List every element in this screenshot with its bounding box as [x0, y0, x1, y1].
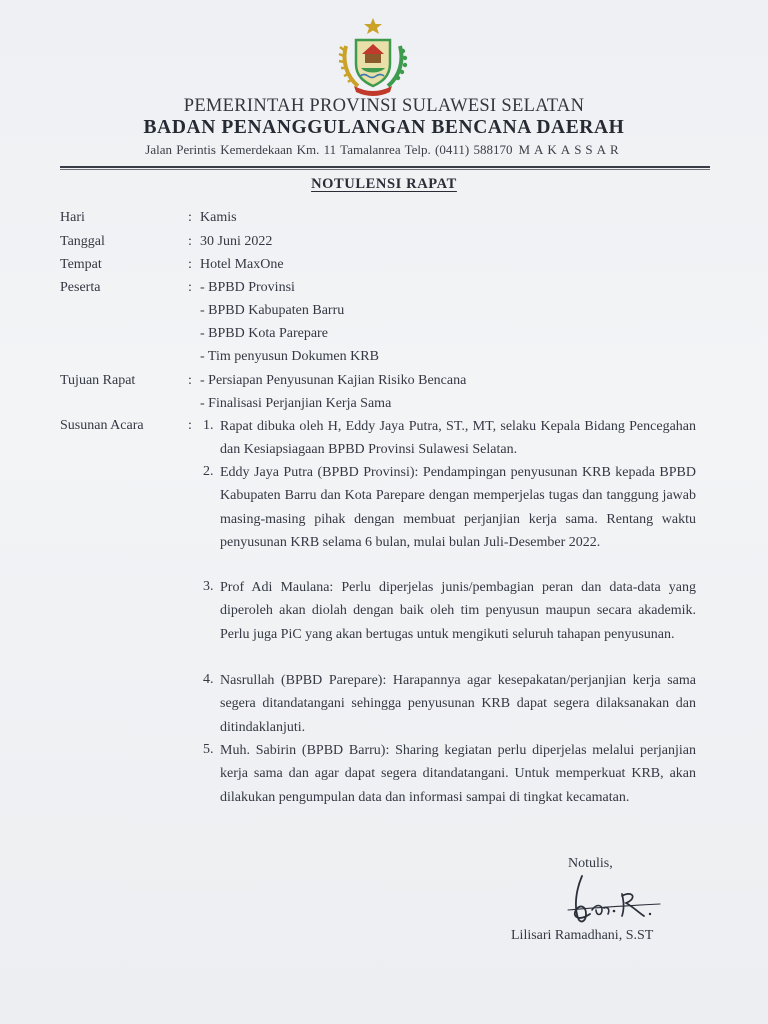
agenda-item-text: Rapat dibuka oleh H, Eddy Jaya Putra, ST., MT, selaku Kepala Bidang Pencegahan dan Kesiapsiagaan BPBD Provinsi Sulawesi Selatan. [220, 419, 696, 458]
agenda-item-number: 5. [203, 742, 214, 757]
agenda-item-text: Muh. Sabirin (BPBD Barru): Sharing kegiatan perlu diperjelas melalui perjanjian kerja sama dan agar dapat segera ditandatangani. Untuk memperkuat KRB, akan dilakukan pengumpulan data dan informasi sampai di tingkat kecamatan. [220, 743, 696, 805]
field-value-tanggal: 30 Juni 2022 [200, 234, 273, 249]
colon: : [188, 373, 192, 388]
agenda-item-number: 1. [203, 418, 214, 433]
colon: : [188, 280, 192, 295]
field-label-agenda: Susunan Acara [60, 418, 144, 433]
agency-address [0, 142, 768, 158]
handwritten-signature-icon [560, 870, 670, 928]
government-name: PEMERINTAH PROVINSI SULAWESI SELATAN [183, 96, 585, 116]
agenda-item-text: Prof Adi Maulana: Perlu diperjelas junis/pembagian peran dan data-data yang diperoleh akan diolah dengan baik oleh tim penyusun maupun secara akademik. Perlu juga PiC yang akan bertugas untuk mengikuti seluruh tahapan penyusunan. [220, 580, 696, 642]
field-value-tempat: Hotel MaxOne [200, 257, 284, 272]
agenda-item-text: Nasrullah (BPBD Parepare): Harapannya agar kesepakatan/perjanjian kerja sama segera ditandatangani sehingga penyusunan KRB dapat segera dilaksanakan dan ditindaklanjuti. [220, 673, 696, 735]
tujuan-item: - Finalisasi Perjanjian Kerja Sama [200, 396, 392, 411]
peserta-item: - BPBD Kota Parepare [200, 326, 328, 341]
field-label-tujuan: Tujuan Rapat [60, 373, 136, 388]
colon: : [188, 418, 192, 433]
agenda-item-number: 4. [203, 672, 214, 687]
document-title-text: NOTULENSI RAPAT [311, 176, 457, 192]
colon: : [188, 210, 192, 225]
agenda-item-number: 3. [203, 579, 214, 594]
tujuan-item: - Persiapan Penyusunan Kajian Risiko Bencana [200, 373, 467, 388]
field-label-tanggal: Tanggal [60, 234, 105, 249]
signature-role: Notulis, [568, 856, 613, 871]
agenda-item-number: 2. [203, 464, 214, 479]
field-label-tempat: Tempat [60, 257, 102, 272]
colon: : [188, 257, 192, 272]
field-value-hari: Kamis [200, 210, 237, 225]
letterhead-divider [60, 166, 710, 168]
signatory-name: Lilisari Ramadhani, S.ST [511, 928, 654, 943]
peserta-item: - BPBD Kabupaten Barru [200, 303, 345, 318]
field-label-hari: Hari [60, 210, 85, 225]
address-text: Jalan Perintis Kemerdekaan Km. 11 Tamalanrea Telp. (0411) 588170 [145, 142, 513, 157]
document-title [0, 176, 768, 193]
peserta-item: - BPBD Provinsi [200, 280, 295, 295]
provincial-emblem-icon [336, 16, 410, 96]
colon: : [188, 234, 192, 249]
agency-name: BADAN PENANGGULANGAN BENCANA DAERAH [143, 117, 625, 138]
peserta-item: - Tim penyusun Dokumen KRB [200, 349, 379, 364]
field-label-peserta: Peserta [60, 280, 101, 295]
letterhead-divider-thin [60, 169, 710, 170]
city-text: MAKASSAR [518, 142, 623, 157]
agenda-item-text: Eddy Jaya Putra (BPBD Provinsi): Pendampingan penyusunan KRB kepada BPBD Kabupaten Barru dan Kota Parepare dengan memperjelas tugas dan tanggung jawab masing-masing pihak dengan membuat perjanjian kerja sama. Rentang waktu penyusunan KRB selama 6 bulan, mulai bulan Juli-Desember 2022. [220, 465, 696, 551]
